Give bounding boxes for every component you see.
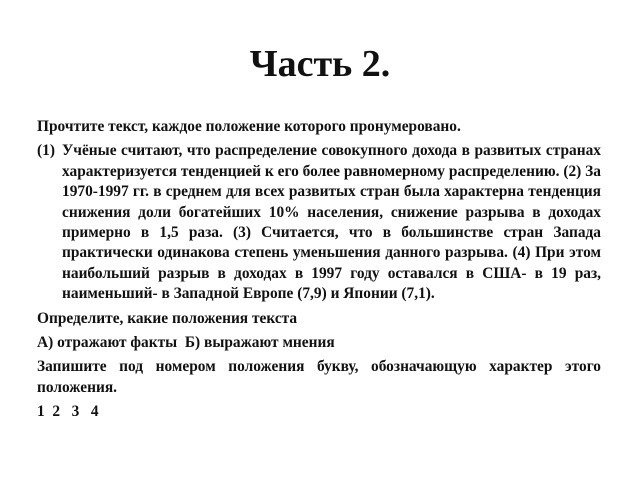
numbered-statement: [37, 141, 601, 304]
task-text: Определите, какие положения текста: [37, 309, 298, 327]
statement-text: Учёные считают, что распределение совокупного дохода в развитых странах характеризуется тенденцией к его более равномерному распределению. (2) За 1970-1997 гг. в среднем для всех развитых стран была характерна тенденция снижения доли богатейших 10% населения, снижение разрыва в доходах примерно в 1,5 раза. (3) Считается, что в большинстве стран Запада практически одинакова степень уменьшения данного разрыва. (4) При этом наибольший разрыв в доходах в 1997 году оставался в США- в 19 раз, наименьший- в Западной Европе (7,9) и Японии (7,1).: [62, 142, 601, 303]
document-body: [37, 117, 601, 425]
answer-numbers: 1 2 3 4: [37, 403, 99, 421]
intro-text: Прочтите текст, каждое положение которого пронумеровано.: [37, 118, 461, 135]
statement-number: (1): [37, 142, 55, 160]
page-title: Часть 2.: [249, 43, 391, 85]
options-text: А) отражают факты Б) выражают мнения: [37, 334, 335, 352]
instruction-text: Запишите под номером положения букву, обозначающую характер этого положения.: [37, 358, 601, 396]
